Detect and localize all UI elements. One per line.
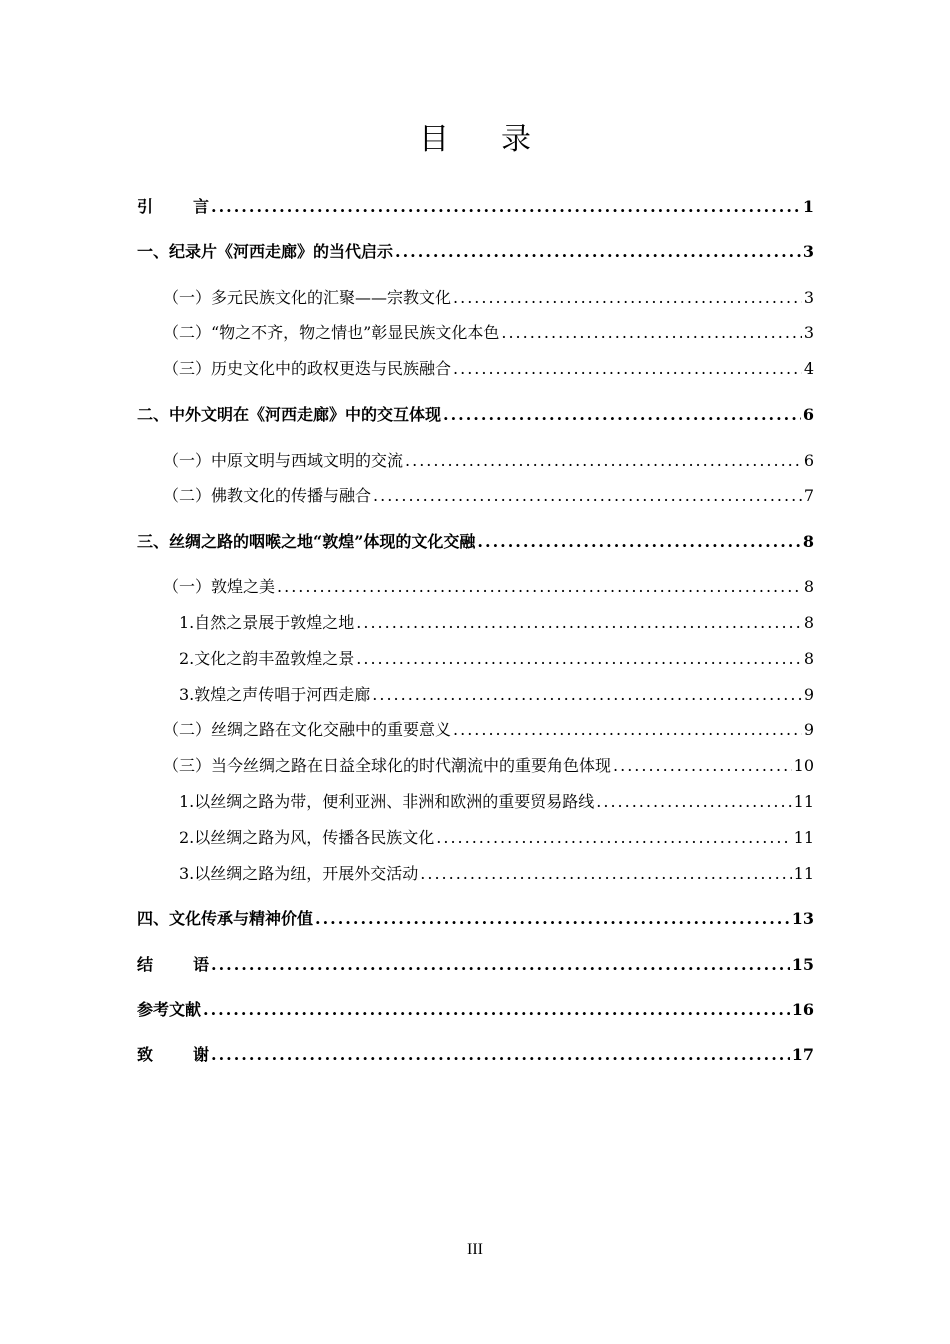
toc-entry-label: （二）佛教文化的传播与融合 bbox=[163, 486, 372, 505]
toc-leader-dots bbox=[211, 954, 790, 976]
toc-entry-label: 结 语 bbox=[137, 955, 210, 974]
toc-entry-label: 致 谢 bbox=[137, 1045, 210, 1064]
toc-entry[interactable] bbox=[137, 241, 814, 263]
toc-entry[interactable] bbox=[137, 404, 814, 426]
toc-entry[interactable] bbox=[137, 196, 814, 218]
toc-leader-dots bbox=[315, 908, 790, 930]
toc-entry-page: 3 bbox=[803, 288, 814, 307]
toc-leader-dots bbox=[372, 684, 802, 706]
toc-entry-page: 11 bbox=[793, 792, 814, 811]
toc-entry-page: 8 bbox=[803, 613, 814, 632]
toc-entry-page: 11 bbox=[793, 864, 814, 883]
toc-entry-label: 一、纪录片《河西走廊》的当代启示 bbox=[137, 242, 394, 261]
toc-leader-dots bbox=[596, 791, 791, 813]
toc-leader-dots bbox=[453, 287, 802, 309]
toc-leader-dots bbox=[436, 827, 791, 849]
toc-entry-label: 四、文化传承与精神价值 bbox=[137, 909, 314, 928]
toc-entry[interactable] bbox=[163, 576, 814, 598]
toc-entry-page: 13 bbox=[791, 909, 814, 928]
toc-entry-page: 8 bbox=[802, 532, 814, 551]
toc-entry-label: 1.以丝绸之路为带，便利亚洲、非洲和欧洲的重要贸易路线 bbox=[179, 792, 595, 811]
toc-entry[interactable] bbox=[163, 755, 814, 777]
toc-leader-dots bbox=[277, 576, 802, 598]
toc-leader-dots bbox=[356, 612, 802, 634]
toc-leader-dots bbox=[501, 322, 801, 344]
toc-leader-dots bbox=[420, 863, 791, 885]
toc-entry-label: （一）多元民族文化的汇聚——宗教文化 bbox=[163, 288, 452, 307]
toc-entry-label: （一）中原文明与西域文明的交流 bbox=[163, 451, 404, 470]
toc-entry-label: 2.文化之韵丰盈敦煌之景 bbox=[179, 649, 355, 668]
toc-entry-page: 8 bbox=[803, 649, 814, 668]
toc-entry-label: 参考文献 bbox=[137, 1000, 202, 1019]
toc-leader-dots bbox=[453, 719, 802, 741]
toc-entry-page: 3 bbox=[802, 242, 814, 261]
toc-leader-dots bbox=[356, 648, 802, 670]
toc-entry[interactable] bbox=[163, 485, 814, 507]
toc-entry[interactable] bbox=[137, 531, 814, 553]
toc-entry-page: 15 bbox=[791, 955, 814, 974]
toc-entry-page: 10 bbox=[793, 756, 814, 775]
toc-entry[interactable] bbox=[137, 908, 814, 930]
toc-leader-dots bbox=[453, 358, 802, 380]
toc-entry-label: （二）丝绸之路在文化交融中的重要意义 bbox=[163, 720, 452, 739]
toc-leader-dots bbox=[443, 404, 801, 426]
toc-entry[interactable] bbox=[179, 684, 814, 706]
toc-entry[interactable] bbox=[179, 791, 814, 813]
toc-entry[interactable] bbox=[137, 999, 814, 1021]
toc-entry-page: 1 bbox=[802, 197, 814, 216]
toc-entry-page: 6 bbox=[803, 451, 814, 470]
toc-entry-label: 3.以丝绸之路为纽，开展外交活动 bbox=[179, 864, 419, 883]
toc-entry-label: （三）历史文化中的政权更迭与民族融合 bbox=[163, 359, 452, 378]
toc-entry-page: 9 bbox=[803, 720, 814, 739]
toc-entry[interactable] bbox=[137, 954, 814, 976]
toc-entry-page: 7 bbox=[803, 486, 814, 505]
toc-entry-label: （一）敦煌之美 bbox=[163, 577, 276, 596]
toc-entry-page: 4 bbox=[803, 359, 814, 378]
toc-title: 目录 bbox=[419, 122, 583, 157]
toc-entry[interactable] bbox=[163, 358, 814, 380]
toc-entry-label: 1.自然之景展于敦煌之地 bbox=[179, 613, 355, 632]
toc-leader-dots bbox=[373, 485, 802, 507]
toc-entry[interactable] bbox=[179, 648, 814, 670]
toc-entry[interactable] bbox=[163, 450, 814, 472]
toc-entry[interactable] bbox=[163, 287, 814, 309]
toc-entry[interactable] bbox=[163, 322, 814, 344]
toc-entry-page: 16 bbox=[791, 1000, 814, 1019]
toc-entry-label: （二）“物之不齐，物之情也”彰显民族文化本色 bbox=[163, 323, 500, 342]
toc-leader-dots bbox=[477, 531, 800, 553]
toc-entry-page: 8 bbox=[803, 577, 814, 596]
toc-entry-label: 二、中外文明在《河西走廊》中的交互体现 bbox=[137, 405, 442, 424]
toc-entry[interactable] bbox=[179, 827, 814, 849]
toc-leader-dots bbox=[203, 999, 790, 1021]
toc-entry-label: 3.敦煌之声传唱于河西走廊 bbox=[179, 685, 371, 704]
toc-leader-dots bbox=[211, 196, 801, 218]
toc-entry-page: 3 bbox=[803, 323, 814, 342]
toc-leader-dots bbox=[395, 241, 801, 263]
toc-entry-label: （三）当今丝绸之路在日益全球化的时代潮流中的重要角色体现 bbox=[163, 756, 612, 775]
toc-entry-label: 引 言 bbox=[137, 197, 210, 216]
toc-entry-label: 三、丝绸之路的咽喉之地“敦煌”体现的文化交融 bbox=[137, 532, 476, 551]
toc-entry-page: 9 bbox=[803, 685, 814, 704]
toc-entry-page: 6 bbox=[802, 405, 814, 424]
toc-entry-label: 2.以丝绸之路为风，传播各民族文化 bbox=[179, 828, 435, 847]
toc-entry[interactable] bbox=[163, 719, 814, 741]
page-number: III bbox=[467, 1241, 483, 1258]
toc-entry[interactable] bbox=[179, 612, 814, 634]
toc-entry[interactable] bbox=[137, 1044, 814, 1066]
toc-entry-page: 17 bbox=[791, 1045, 814, 1064]
toc-entry[interactable] bbox=[179, 863, 814, 885]
toc-leader-dots bbox=[613, 755, 792, 777]
toc-entry-page: 11 bbox=[793, 828, 814, 847]
toc-leader-dots bbox=[405, 450, 802, 472]
toc-leader-dots bbox=[211, 1044, 790, 1066]
